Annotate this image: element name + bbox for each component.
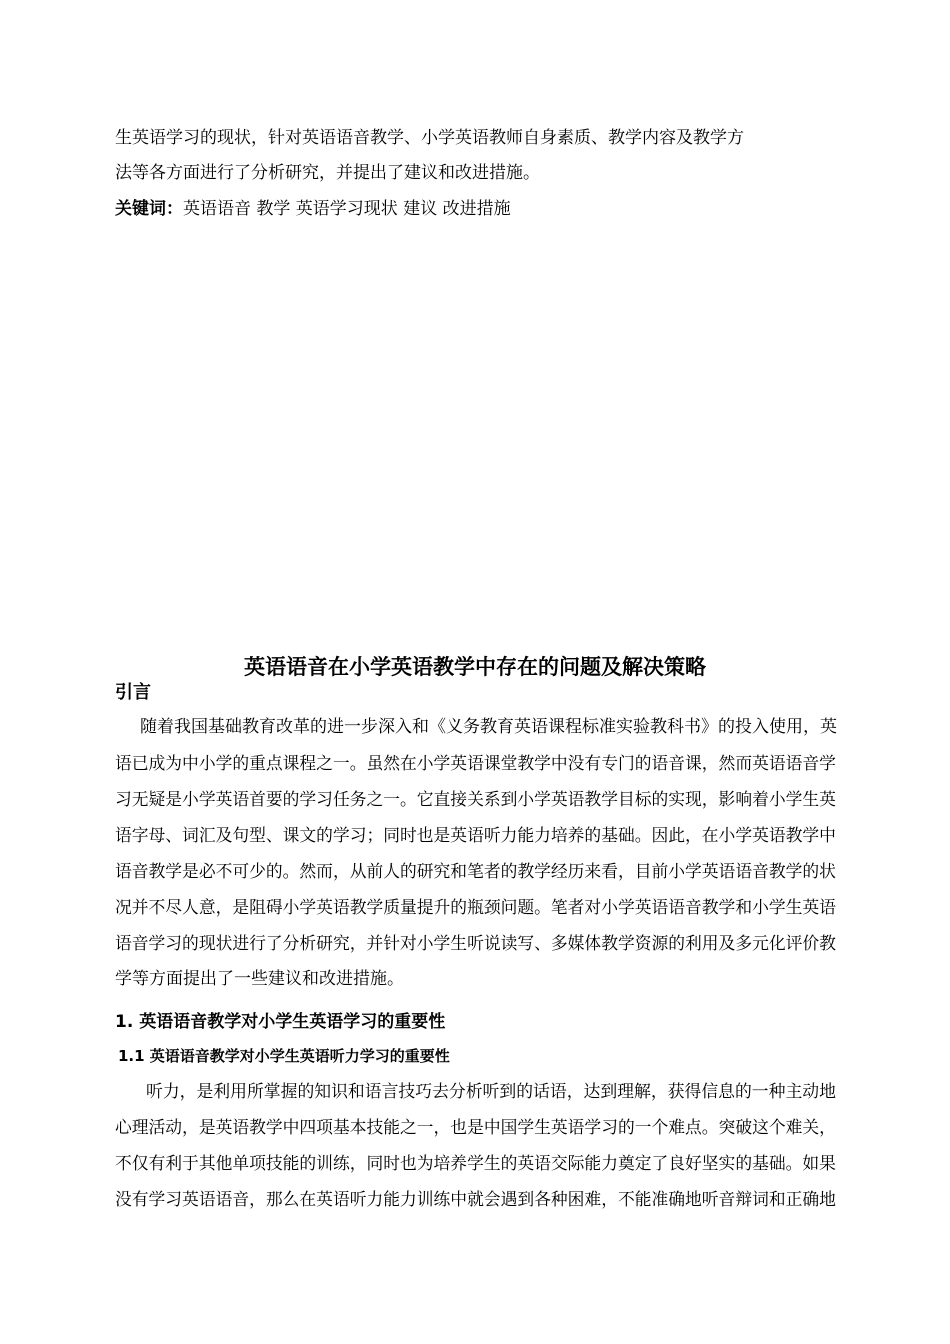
section-heading: 1. 英语语音教学对小学生英语学习的重要性 [115, 1012, 446, 1032]
abstract-line: 生英语学习的现状，针对英语语音教学、小学英语教师自身素质、教学内容及教学方 [115, 128, 744, 148]
intro-line: 语音学习的现状进行了分析研究，并针对小学生听说读写、多媒体教学资源的利用及多元化评价教 [115, 933, 836, 953]
subsection-heading: 1.1 英语语音教学对小学生英语听力学习的重要性 [118, 1047, 450, 1065]
intro-line: 学等方面提出了一些建议和改进措施。 [115, 969, 404, 989]
intro-line: 习无疑是小学英语首要的学习任务之一。它直接关系到小学英语教学目标的实现，影响着小学生英 [115, 789, 836, 809]
keywords-label: 关键词： [115, 199, 183, 219]
intro-line: 语已成为中小学的重点课程之一。虽然在小学英语课堂教学中没有专门的语音课，然而英语语音学 [115, 753, 836, 773]
section-line: 听力，是利用所掌握的知识和语言技巧去分析听到的话语，达到理解，获得信息的一种主动地 [146, 1081, 836, 1101]
intro-line: 随着我国基础教育改革的进一步深入和《义务教育英语课程标准实验教科书》的投入使用，英 [140, 717, 837, 737]
section-line: 没有学习英语语音，那么在英语听力能力训练中就会遇到各种困难，不能准确地听音辩词和正确地 [115, 1189, 836, 1209]
intro-line: 语字母、词汇及句型、课文的学习；同时也是英语听力能力培养的基础。因此，在小学英语教学中 [115, 825, 836, 845]
intro-heading: 引言 [115, 682, 151, 703]
document-title: 英语语音在小学英语教学中存在的问题及解决策略 [244, 655, 706, 679]
intro-line: 语音教学是必不可少的。然而，从前人的研究和笔者的教学经历来看，目前小学英语语音教学的状 [115, 861, 836, 881]
abstract-line: 法等各方面进行了分析研究，并提出了建议和改进措施。 [115, 163, 540, 183]
section-line: 心理活动，是英语教学中四项基本技能之一，也是中国学生英语学习的一个难点。突破这个难关， [115, 1117, 836, 1137]
intro-line: 况并不尽人意，是阻碍小学英语教学质量提升的瓶颈问题。笔者对小学英语语音教学和小学生英语 [115, 897, 836, 917]
section-line: 不仅有利于其他单项技能的训练，同时也为培养学生的英语交际能力奠定了良好坚实的基础。如果 [115, 1153, 836, 1173]
keywords-value: 英语语音 教学 英语学习现状 建议 改进措施 [183, 199, 511, 219]
keywords-row [115, 197, 840, 221]
